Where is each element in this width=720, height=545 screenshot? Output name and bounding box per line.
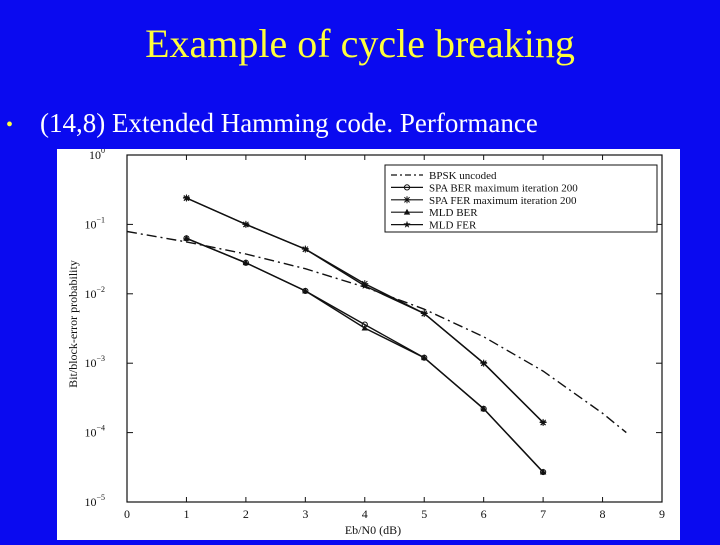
x-tick-label: 6 [480,507,487,521]
chart-panel [57,149,680,540]
slide-title: Example of cycle breaking [145,21,575,66]
y-tick-label: $10^{-5}$ [84,493,105,509]
series-line [127,232,626,433]
performance-chart [57,149,680,540]
x-tick-label: 2 [242,507,249,521]
bullet-marker: • [6,114,14,137]
legend-label: MLD BER [429,207,478,220]
bullet-text: (14,8) Extended Hamming code. Performance [40,108,538,138]
bullet-item [6,108,538,139]
x-tick-label: 3 [302,507,309,521]
legend-label: MLD FER [429,219,477,232]
y-tick-label: $10^{-1}$ [84,215,105,232]
x-tick-label: 7 [540,507,547,521]
x-tick-label: 5 [421,507,428,521]
y-tick-label: $10^{-2}$ [84,284,105,301]
x-tick-label: 4 [361,507,368,521]
series-line [186,238,543,472]
x-tick-label: 1 [183,507,190,521]
series-4 [183,235,546,475]
legend-label: BPSK uncoded [429,170,497,182]
series-2 [184,236,546,475]
series-line [186,238,543,472]
x-tick-label: 9 [659,507,665,521]
x-tick-label: 8 [599,507,606,521]
y-tick-label: $10^{-4}$ [84,423,105,440]
series-1 [127,232,626,433]
y-tick-label: $10^0$ [89,149,105,162]
y-axis-label: Bit/block-error probability [66,260,80,388]
legend-label: SPA FER maximum iteration 200 [429,194,577,207]
legend-label: SPA BER maximum iteration 200 [429,182,578,195]
series-layer [127,194,626,474]
y-tick-label: $10^{-3}$ [84,354,105,371]
legend [385,165,657,232]
x-axis-label: Eb/N0 (dB) [344,523,402,537]
x-tick-label: 0 [124,507,130,521]
